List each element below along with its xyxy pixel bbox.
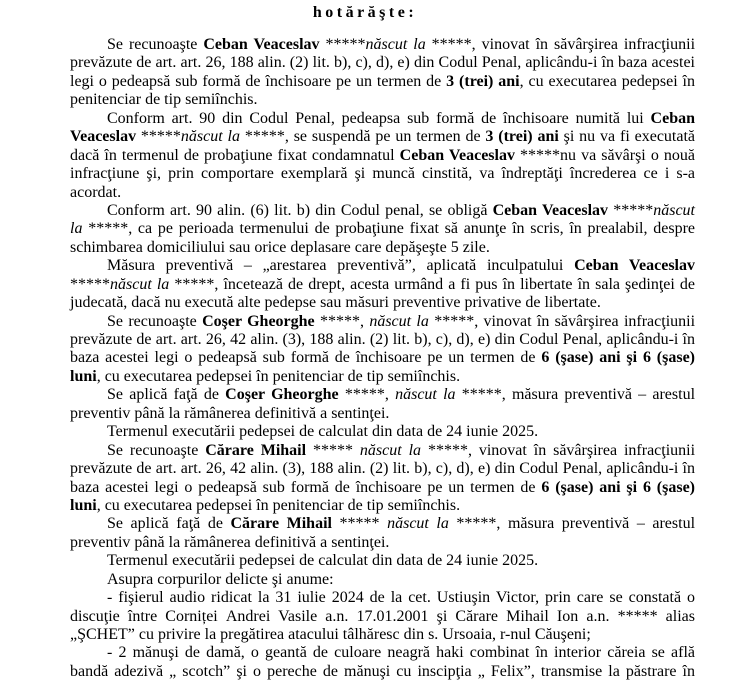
text-run: Se recunoaşte bbox=[107, 36, 204, 53]
text-line bbox=[70, 644, 695, 662]
text-run: bandă adezivă „ scotch” şi o pereche de mănuşi cu inscipţia „ Felix”, transmise la păstrare în bbox=[70, 662, 695, 680]
text-line bbox=[70, 368, 695, 386]
text-run: schimbarea domiciliului sau orice deplasare care depăşeşte 5 zile. bbox=[70, 238, 490, 256]
text-run: *****, ca pe perioada termenului de probaţiune fixat să anunţe în scris, în prealabil, despre bbox=[82, 220, 695, 238]
bold-text: Cărare Mihail bbox=[205, 441, 307, 459]
text-line bbox=[70, 331, 695, 349]
text-run: ***** bbox=[319, 36, 366, 53]
text-run: baza acestei legi o pedeapsă sub formă de închisoare pe un termen de bbox=[70, 478, 542, 496]
text-run: , cu executarea pedepsei în penitenciar de tip semiînchis. bbox=[96, 496, 461, 514]
text-run: ***** bbox=[306, 441, 360, 459]
text-run: *****, vinovat în săvârşirea infracţiunii bbox=[428, 312, 696, 330]
text-line bbox=[70, 626, 695, 644]
bold-text: Ceban Veaceslav bbox=[203, 36, 320, 53]
text-line bbox=[70, 497, 695, 515]
text-run: Se aplică faţă de bbox=[107, 515, 231, 533]
text-line bbox=[70, 534, 695, 552]
italic-text: născut la bbox=[359, 441, 422, 459]
text-line bbox=[70, 386, 695, 404]
text-run: penitenciar de tip semiînchis. bbox=[70, 91, 258, 109]
text-run: baza acestei legi o pedeapsă sub formă de închisoare pe un termen de bbox=[70, 349, 542, 367]
text-run: prevăzute de art. art. 26, 42 alin. (3), 188 alin. (2) lit. b), c), d), e) din Codul Penal, aplicându-i în bbox=[70, 460, 695, 478]
text-run: *****nu va săvârşi o nouă bbox=[514, 146, 695, 164]
text-run: preventiv până la rămânerea definitivă a sentinţei. bbox=[70, 533, 390, 551]
text-run: Se recunoaşte bbox=[107, 441, 206, 459]
text-run: legi o pedeapsă sub formă de închisoare pe un termen de bbox=[70, 72, 447, 90]
text-line bbox=[70, 663, 695, 681]
text-run: , cu executarea pedepsei în bbox=[519, 72, 695, 90]
text-line bbox=[70, 442, 695, 460]
text-run: acordat. bbox=[70, 183, 122, 201]
text-run: *****, măsura preventivă – arestul bbox=[448, 515, 696, 533]
text-run: dacă în termenul de probaţiune fixat condamnatul bbox=[70, 146, 400, 164]
bold-text: Ceban Veaceslav bbox=[492, 201, 609, 219]
text-run: judecată, dacă nu execută alte pedepse sau măsuri preventive privative de libertate. bbox=[70, 294, 601, 312]
text-run: *****, se suspendă pe un termen de bbox=[240, 128, 486, 146]
bold-text: 3 (trei) ani bbox=[446, 72, 520, 90]
text-line bbox=[70, 608, 695, 626]
italic-text: la bbox=[70, 220, 83, 238]
text-line bbox=[70, 515, 695, 533]
text-line bbox=[70, 294, 695, 312]
italic-text: născut la bbox=[387, 515, 449, 533]
text-run: „ŞCHET” cu privire la pregătirea atacului tâlhăresc din s. Ursoaia, r-nul Căuşeni; bbox=[70, 626, 591, 643]
text-line bbox=[70, 405, 695, 423]
text-run: ***** bbox=[136, 128, 181, 146]
bold-text: luni bbox=[70, 367, 97, 385]
text-run: *****, bbox=[338, 386, 396, 404]
text-line bbox=[70, 54, 695, 72]
bold-text: Coşer Gheorghe bbox=[225, 386, 339, 404]
text-line bbox=[70, 91, 695, 109]
text-run: Termenul executării pedepsei de calculat din data de 24 iunie 2025. bbox=[107, 552, 539, 570]
bold-text: 6 (şase) ani şi 6 (şase) bbox=[541, 478, 696, 496]
text-run: Se recunoaşte bbox=[107, 312, 203, 330]
text-line bbox=[70, 73, 695, 91]
text-run: ***** bbox=[608, 201, 654, 219]
text-run: Conform art. 90 alin. (6) lit. b) din Codul penal, se obligă bbox=[107, 201, 493, 219]
text-run: *****, vinovat în săvârşirea infracţiunii bbox=[421, 441, 696, 459]
text-run: Măsura preventivă – „arestarea preventivă”, aplicată inculpatului bbox=[107, 257, 575, 275]
text-run: *****, bbox=[314, 312, 370, 330]
text-line bbox=[70, 349, 695, 367]
text-line bbox=[70, 313, 695, 331]
text-line bbox=[70, 202, 695, 220]
text-run: ***** bbox=[70, 275, 110, 293]
text-run: Asupra corpurilor delicte şi anume: bbox=[107, 570, 334, 588]
text-run: *****, măsura preventivă – arestul bbox=[455, 386, 696, 404]
text-run: preventiv până la rămânerea definitivă a sentinţei. bbox=[70, 404, 390, 422]
text-run: şi nu va fi executată bbox=[558, 128, 696, 146]
text-run: *****, vinovat în săvârşirea infracţiunii bbox=[425, 36, 696, 53]
italic-text: născut la bbox=[180, 128, 240, 146]
bold-text: 6 (şase) ani şi 6 (şase) bbox=[541, 349, 696, 367]
text-line bbox=[70, 165, 695, 183]
italic-text: născut la bbox=[395, 386, 456, 404]
text-run: infracţiune şi, prin comportare exemplară şi muncă cinstită, va îndreptăţi încrederea ce i s-a bbox=[70, 165, 695, 183]
italic-text: născut bbox=[653, 201, 695, 219]
italic-text: născut la bbox=[110, 275, 170, 293]
text-line bbox=[70, 128, 695, 146]
text-line bbox=[70, 589, 695, 607]
bold-text: luni bbox=[70, 496, 97, 514]
bold-text: 3 (trei) ani bbox=[485, 128, 559, 146]
italic-text: născut la bbox=[369, 312, 429, 330]
text-line bbox=[70, 239, 695, 257]
bold-text: Cărare Mihail bbox=[230, 515, 332, 533]
text-line bbox=[70, 36, 695, 54]
text-run: - fişierul audio ridicat la 31 iulie 2024 de la cet. Ustiuşin Victor, prin care se constată o bbox=[107, 589, 695, 607]
text-run: prevăzute de art. art. 26, 42 alin. (3), 188 alin. (2) lit. b), c), d), e) din Codul Penal, aplicându-i în bbox=[70, 331, 695, 348]
text-line bbox=[70, 220, 695, 238]
text-run: prevăzute de art. art. 26, 188 alin. (2) lit. b), c), d), e) din Codul Penal, aplicându-i în baza acestei bbox=[70, 54, 695, 72]
decision-heading: hotărăşte: bbox=[312, 4, 418, 21]
text-line bbox=[70, 110, 695, 128]
text-run: Conform art. 90 din Codul Penal, pedeapsa sub formă de închisoare numită lui bbox=[107, 109, 651, 127]
text-line bbox=[70, 423, 695, 441]
italic-text: născut la bbox=[365, 36, 426, 53]
decision-body bbox=[70, 36, 695, 681]
bold-text: Coşer Gheorghe bbox=[202, 312, 315, 330]
bold-text: Ceban bbox=[650, 109, 695, 127]
text-line bbox=[70, 257, 695, 275]
bold-text: Veaceslav bbox=[70, 128, 137, 146]
text-line bbox=[70, 552, 695, 570]
text-run: Termenul executării pedepsei de calculat din data de 24 iunie 2025. bbox=[107, 423, 539, 441]
bold-text: Ceban Veaceslav bbox=[574, 257, 695, 275]
text-run: *****, încetează de drept, acesta urmând a fi pus în libertate în sala şedinţei de bbox=[169, 275, 696, 293]
text-line bbox=[70, 184, 695, 202]
text-run: ***** bbox=[331, 515, 388, 533]
text-run: - 2 mănuşi de damă, o geantă de culoare neagră haki combinat în interior căreia se află bbox=[107, 644, 695, 662]
bold-text: Ceban Veaceslav bbox=[399, 146, 515, 164]
text-line bbox=[70, 479, 695, 497]
text-line bbox=[70, 276, 695, 294]
text-run: , cu executarea pedepsei în penitenciar de tip semiînchis. bbox=[96, 367, 461, 385]
text-line bbox=[70, 147, 695, 165]
text-line bbox=[70, 460, 695, 478]
text-run: Se aplică faţă de bbox=[107, 386, 226, 404]
text-line bbox=[70, 571, 695, 589]
text-run: discuţie între Cornițeі Andrei Vasile a.n. 17.01.2001 şi Cărare Mihail Ion a.n. ***** alias bbox=[70, 607, 695, 625]
